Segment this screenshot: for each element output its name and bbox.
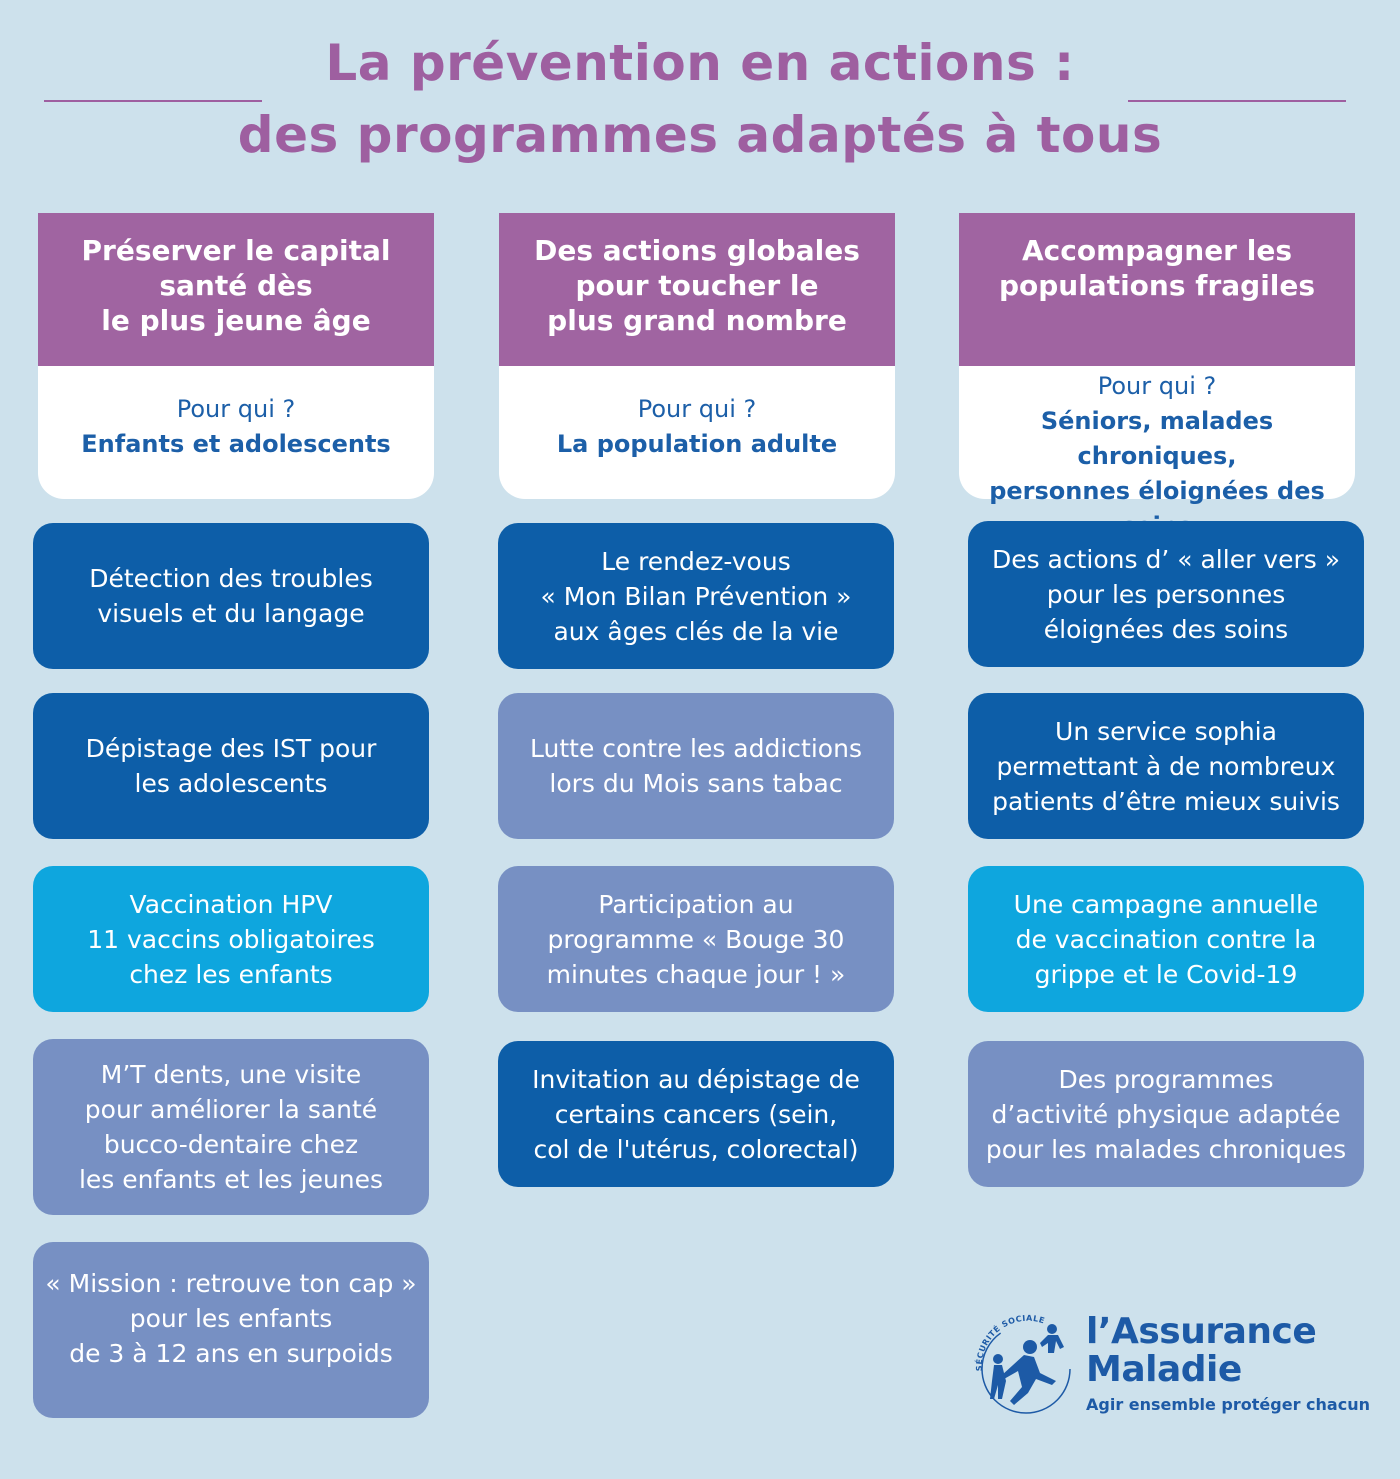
assurance-maladie-logo [968,1307,1370,1425]
program-card: Des actions d’ « aller vers » pour les personnes éloignées des soins [968,521,1364,667]
column-header-youth [38,213,434,499]
program-card: Le rendez-vous « Mon Bilan Prévention » aux âges clés de la vie [498,523,894,669]
program-card: Dépistage des IST pour les adolescents [33,693,429,839]
program-card: Un service sophia permettant à de nombreux patients d’être mieux suivis [968,693,1364,839]
program-card: M’T dents, une visite pour améliorer la santé bucco-dentaire chez les enfants et les jeunes [33,1039,429,1215]
program-card: Vaccination HPV 11 vaccins obligatoires chez les enfants [33,866,429,1012]
program-card: « Mission : retrouve ton cap » pour les enfants de 3 à 12 ans en surpoids [33,1242,429,1418]
column-header-fragile [959,213,1355,505]
title-line-2: des programmes adaptés à tous [237,106,1163,164]
column-audience: Pour qui ? Enfants et adolescents [81,395,391,458]
logo-name: l’Assurance Maladie [1086,1311,1317,1390]
program-card: Une campagne annuelle de vaccination contre la grippe et le Covid-19 [968,866,1364,1012]
column-heading: Accompagner les populations fragiles [959,213,1355,366]
program-card: Invitation au dépistage de certains cancers (sein, col de l'utérus, colorectal) [498,1041,894,1187]
column-heading: Préserver le capital santé dès le plus jeune âge [38,213,434,366]
column-heading: Des actions globales pour toucher le plus grand nombre [499,213,895,366]
logo-figures-icon [968,1307,1084,1425]
program-card: Lutte contre les addictions lors du Mois sans tabac [498,693,894,839]
column-audience: Pour qui ? Séniors, malades chroniques, personnes éloignées des [989,372,1325,505]
column-header-adults [499,213,895,499]
program-card: Participation au programme « Bouge 30 minutes chaque jour ! » [498,866,894,1012]
column-audience: Pour qui ? La population adulte [556,395,838,458]
program-card: Détection des troubles visuels et du langage [33,523,429,669]
title-rule-left [44,100,262,102]
program-card: Des programmes d’activité physique adaptée pour les malades chroniques [968,1041,1364,1187]
title-line-1: La prévention en actions : [325,34,1075,92]
title-rule-right [1128,100,1346,102]
logo-tagline: Agir ensemble protéger chacun [1086,1395,1370,1414]
logo-arc-text: SÉCURITÉ SOCIALE [974,1313,1046,1372]
